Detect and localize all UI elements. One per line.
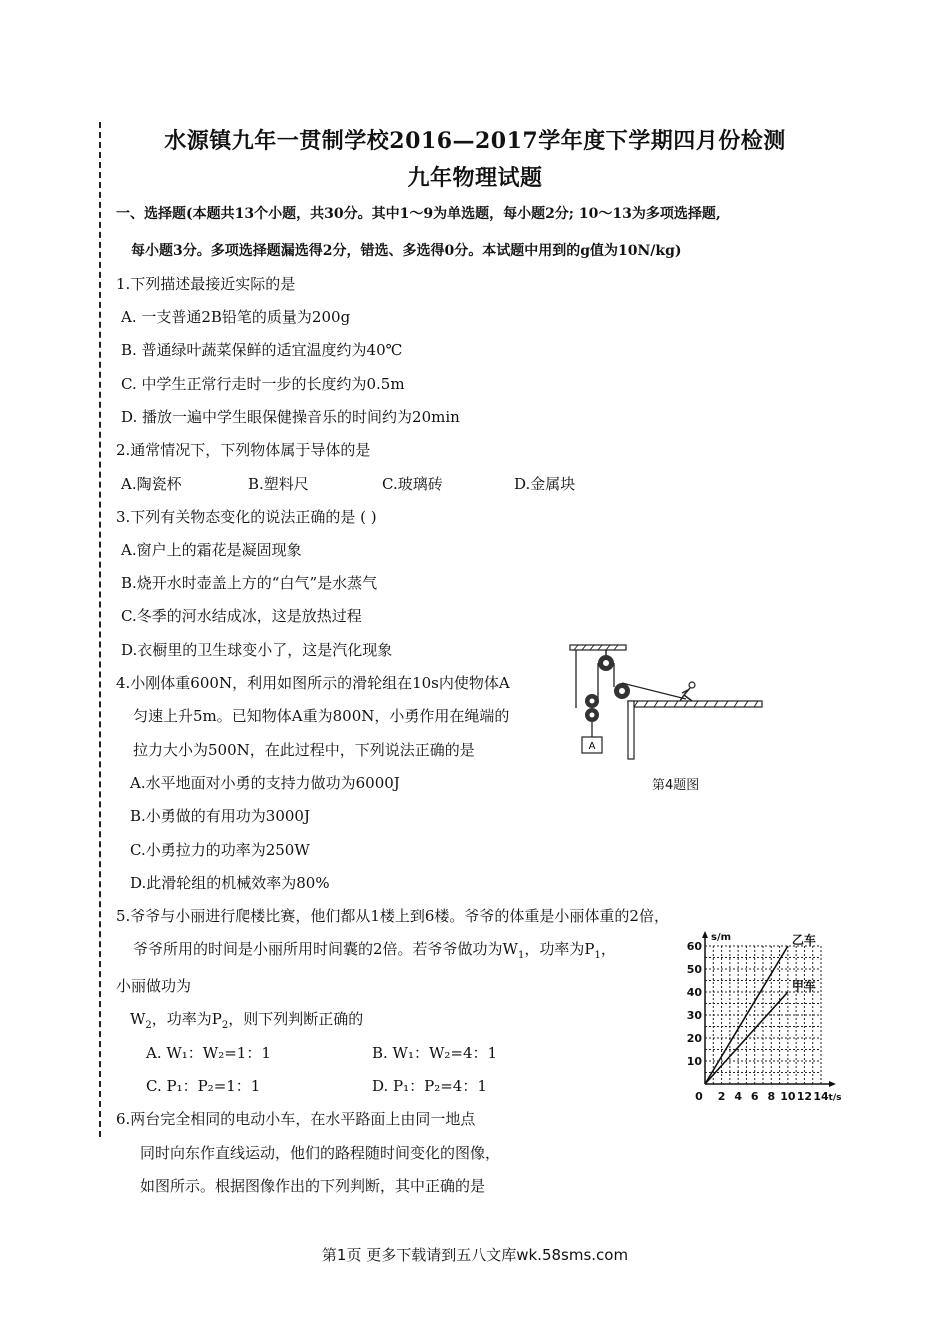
block-a-label: A [588, 741, 596, 752]
q4-stem-line2: 匀速上升5m。已知物体A重为800N，小勇作用在绳端的 [133, 707, 510, 725]
q5-option-a: A. W₁：W₂=1：1 [146, 1044, 271, 1062]
x-tick-label: 2 [717, 1090, 726, 1103]
q1-option-c: C. 中学生正常行走时一步的长度约为0.5m [121, 375, 405, 393]
q5-option-b: B. W₁：W₂=4：1 [372, 1044, 498, 1062]
y-axis-arrow [702, 931, 708, 938]
section-instructions-line1: 一、选择题(本题共13个小题，共30分。其中1～9为单选题，每小题2分; 10～13为多项选择题, [116, 206, 721, 222]
x-tick-label: 0 [695, 1090, 703, 1103]
q3-option-c: C.冬季的河水结成冰，这是放热过程 [121, 607, 362, 625]
q5-option-d: D. P₁：P₂=4：1 [372, 1077, 487, 1095]
q3-option-a: A.窗户上的霜花是凝固现象 [121, 541, 302, 559]
q5-stem-line3: 小丽做功为 [116, 977, 192, 995]
q6-stem-line3: 如图所示。根据图像作出的下列判断，其中正确的是 [140, 1177, 486, 1195]
q4-stem-line3: 拉力大小为500N，在此过程中，下列说法正确的是 [133, 741, 475, 759]
q2-stem: 2.通常情况下，下列物体属于导体的是 [116, 441, 371, 459]
chart-axes [702, 931, 836, 1087]
pulley-figure [568, 643, 764, 763]
q4-option-a: A.水平地面对小勇的支持力做功为6000J [130, 774, 400, 792]
q2-option-b: B.塑料尺 [248, 475, 309, 493]
chart-grid [705, 946, 821, 1084]
x-tick-label: 4 [734, 1090, 742, 1103]
q5-option-c: C. P₁：P₂=1：1 [146, 1077, 261, 1095]
q2-option-c: C.玻璃砖 [382, 475, 443, 493]
s-t-chart [683, 928, 863, 1110]
x-tick-label: 8 [767, 1090, 776, 1103]
series-label: 乙车 [791, 933, 816, 947]
q3-stem: 3.下列有关物态变化的说法正确的是 ( ) [116, 508, 377, 526]
x-tick-label: 10 [780, 1090, 796, 1103]
x-tick-label: 6 [750, 1090, 759, 1103]
q1-option-b: B. 普通绿叶蔬菜保鲜的适宜温度约为40℃ [121, 341, 403, 359]
section-instructions-line2: 每小题3分。多项选择题漏选得2分，错选、多选得0分。本试题中用到的g值为10N/kg) [131, 243, 682, 259]
q6-stem-line1: 6.两台完全相同的电动小车，在水平路面上由同一地点 [116, 1110, 476, 1128]
q5-stem-line4: $W_2$，功率为$P_2$，则下列判断正确的 [130, 1010, 364, 1031]
q5-stem-line1: 5.爷爷与小丽进行爬楼比赛，他们都从1楼上到6楼。爷爷的体重是小丽体重的2倍， [116, 907, 669, 925]
q1-stem: 1.下列描述最接近实际的是 [116, 275, 296, 293]
q3-option-d: D.衣橱里的卫生球变小了，这是汽化现象 [121, 641, 393, 659]
q1-option-d: D. 播放一遍中学生眼保健操音乐的时间约为20min [121, 408, 460, 426]
y-tick-label: 50 [686, 963, 702, 976]
x-axis-arrow [829, 1081, 836, 1087]
x-tick-label: 14 [813, 1090, 829, 1103]
q3-option-b: B.烧开水时壶盖上方的“白气”是水蒸气 [121, 574, 378, 592]
q2-option-d: D.金属块 [514, 475, 576, 493]
q4-option-c: C.小勇拉力的功率为250W [130, 841, 310, 859]
figure-4-caption: 第4题图 [652, 778, 700, 793]
x-axis-label: t/s [828, 1093, 842, 1103]
y-axis-label: s/m [711, 932, 732, 943]
binding-dashed-line [99, 122, 101, 1137]
q2-option-a: A.陶瓷杯 [121, 475, 182, 493]
exam-title: 水源镇九年一贯制学校2016—2017学年度下学期四月份检测 [164, 128, 786, 154]
q4-stem-line1: 4.小刚体重600N，利用如图所示的滑轮组在10s内使物体A [116, 674, 510, 692]
q5-stem-line2: 爷爷所用的时间是小丽所用时间囊的2倍。若爷爷做功为$W_1$，功率为$P_1$， [133, 940, 616, 961]
y-tick-label: 10 [686, 1055, 702, 1068]
x-tick-label: 12 [796, 1090, 813, 1103]
q4-option-d: D.此滑轮组的机械效率为80% [130, 874, 330, 892]
q6-stem-line2: 同时向东作直线运动，他们的路程随时间变化的图像， [140, 1144, 501, 1162]
q4-option-b: B.小勇做的有用功为3000J [130, 807, 310, 825]
y-tick-label: 20 [686, 1032, 702, 1045]
exam-subtitle: 九年物理试题 [407, 165, 543, 191]
q1-option-a: A. 一支普通2B铅笔的质量为200g [121, 308, 351, 326]
y-tick-label: 30 [686, 1009, 702, 1022]
page-footer: 第1页 更多下载请到五八文库wk.58sms.com [321, 1246, 629, 1264]
y-tick-label: 40 [686, 986, 702, 999]
y-tick-label: 60 [686, 940, 702, 953]
series-label: 甲车 [791, 979, 816, 993]
